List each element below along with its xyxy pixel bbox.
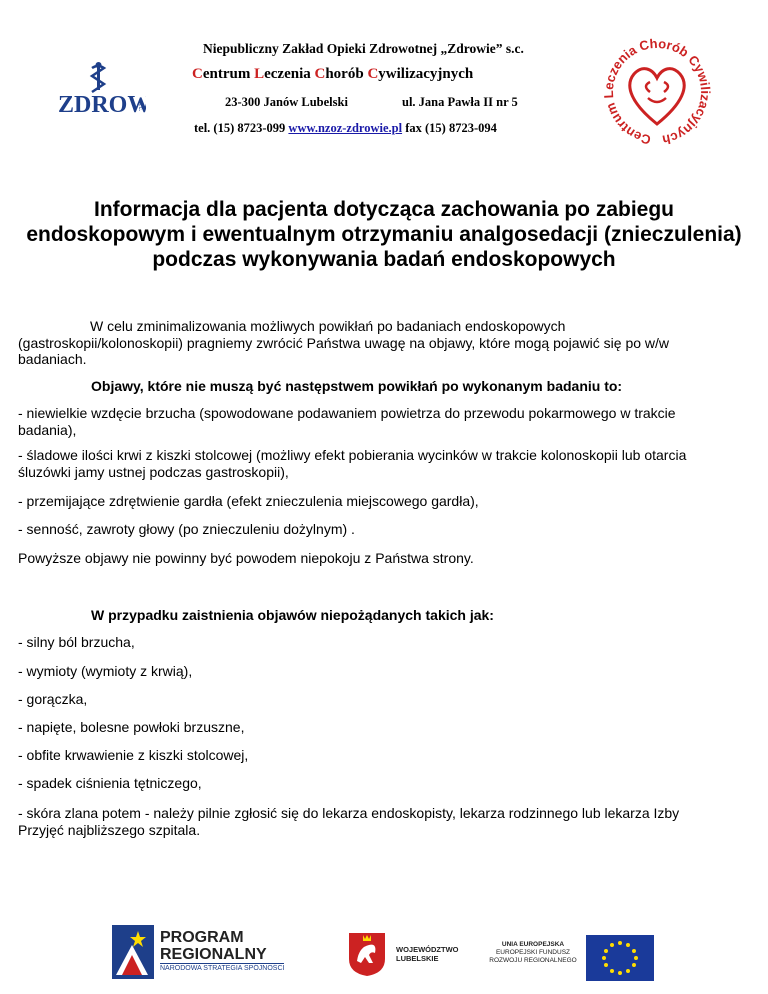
lubelskie-coat-of-arms-icon (347, 931, 387, 977)
program-regionalny-icon (112, 925, 154, 979)
woj-line2: LUBELSKIE (396, 954, 439, 963)
center-logo (592, 28, 722, 156)
list-item: - niewielkie wzdęcie brzucha (spowodowane podawaniem powietrza do przewodu pokarmowego w trakcie badania), (18, 405, 676, 438)
eu-line1: UNIA EUROPEJSKA (501, 941, 565, 948)
list-item: - gorączka, (18, 691, 88, 707)
intro-paragraph: W celu zminimalizowania możliwych powikłań po badaniach endoskopowych (gastroskopii/kolonoskopii) pragniemy zwrócić Państwa uwagę na objawy, które mogą pojawić się po w/w badaniach. (18, 318, 670, 367)
program-line1: PROGRAM (160, 929, 244, 946)
tel: tel. (15) 8723-099 (194, 121, 286, 135)
list-item: - śladowe ilości krwi z kiszki stolcowej (możliwy efekt pobierania wycinków w trakcie kolonoskopii lub otarcia śluzówki jamy ustnej podczas gastroskopii), (18, 447, 687, 480)
eu-line2: EUROPEJSKI FUNDUSZ (495, 949, 571, 956)
company-name: Niepubliczny Zakład Opieki Zdrowotnej „Zdrowie” s.c. (203, 41, 524, 56)
woj-line1: WOJEWÓDZTWO (396, 945, 459, 954)
logo-left-suffix: s.c. (137, 102, 143, 112)
footer-logos (0, 925, 768, 985)
logo-ring-text: Centrum Leczenia Chorób Cywilizacyjnych (600, 35, 714, 148)
list-item: - przemijające zdrętwienie gardła (efekt znieczulenia miejscowego gardła), (18, 493, 479, 509)
center-name: Centrum Leczenia Chorób Cywilizacyjnych (192, 66, 474, 82)
list-item: - silny ból brzucha, (18, 634, 135, 650)
section2-heading: W przypadku zaistnienia objawów niepożądanych takich jak: (91, 607, 494, 623)
zdrowie-logo (56, 62, 146, 120)
list-item: - spadek ciśnienia tętniczego, (18, 775, 202, 791)
address-city: 23-300 Janów Lubelski (225, 95, 348, 109)
fax: fax (15) 8723-094 (405, 121, 497, 135)
list-item: - wymioty (wymioty z krwią), (18, 663, 193, 679)
eu-flag-icon (586, 935, 654, 981)
list-item: - senność, zawroty głowy (po znieczuleniu dożylnym) . (18, 521, 355, 537)
list-item: - skóra zlana potem - należy pilnie zgłosić się do lekarza endoskopisty, lekarza rodzinnego lub lekarza Izby Przyjęć najbliższego szpitala. (18, 805, 680, 838)
list-item: - obfite krwawienie z kiszki stolcowej, (18, 747, 249, 763)
program-line3: NARODOWA STRATEGIA SPÓJNOŚCI (160, 965, 285, 972)
website-link[interactable]: www.nzoz-zdrowie.pl (288, 121, 403, 135)
logo-left-text: ZDROW (58, 92, 146, 118)
section1-heading: Objawy, które nie muszą być następstwem powikłań po wykonanym badaniu to: (91, 378, 623, 394)
section1-note: Powyższe objawy nie powinny być powodem niepokoju z Państwa strony. (18, 550, 474, 566)
list-item: - napięte, bolesne powłoki brzuszne, (18, 719, 245, 735)
program-line2: REGIONALNY (160, 946, 267, 963)
page-title: Informacja dla pacjenta dotycząca zachowania po zabiegu endoskopowym i ewentualnym otrzymaniu analgosedacji (znieczulenia) podczas wykonywania badań endoskopowych (26, 198, 742, 271)
eu-line3: ROZWOJU REGIONALNEGO (489, 957, 577, 964)
address-street: ul. Jana Pawła II nr 5 (402, 95, 518, 109)
